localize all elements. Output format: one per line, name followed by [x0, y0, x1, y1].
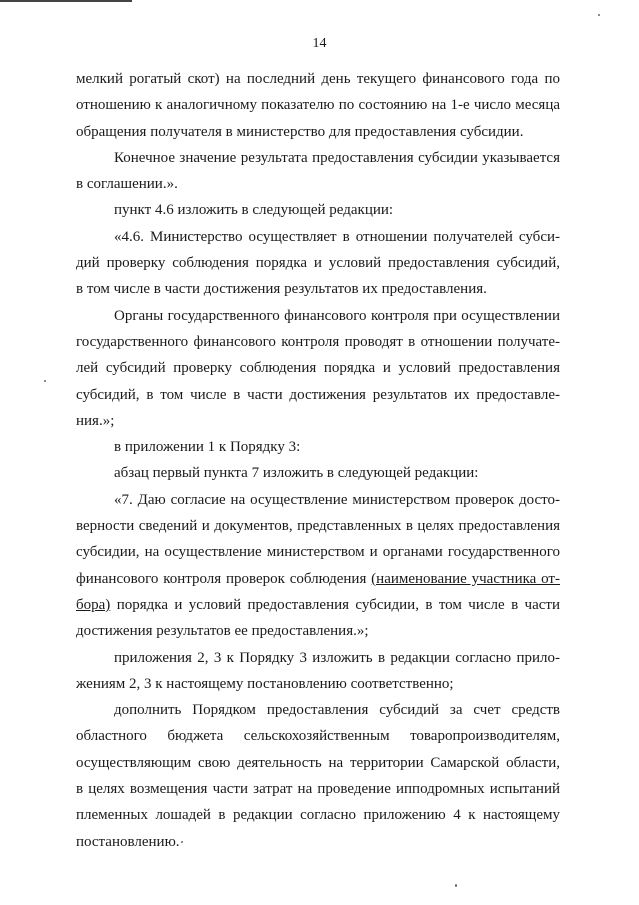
- text-line: постановлению.: [76, 833, 180, 850]
- text-line: в целях возмещения части затрат на проведение ипподромных испытаний: [76, 781, 560, 798]
- text-line: [76, 566, 560, 592]
- scan-speck: [455, 884, 457, 887]
- text-line: дий проверку соблюдения порядка и условий предоставления субсидий,: [76, 255, 560, 272]
- text-line: приложения 2, 3 к Порядку 3 изложить в редакции согласно прило-: [114, 649, 560, 666]
- text-line: осуществляющим свою деятельность на территории Самарской области,: [76, 754, 560, 771]
- text-line: дополнить Порядком предоставления субсидий за счет средств: [114, 702, 560, 719]
- text-line: субсидий, в том числе в части достижения результатов их предоставле-: [76, 386, 560, 403]
- text-line: Органы государственного финансового контроля при осуществлении: [114, 307, 560, 324]
- text-line: абзац первый пункта 7 изложить в следующей редакции:: [114, 465, 479, 482]
- text-line: лей субсидий проверку соблюдения порядка и условий предоставления: [76, 360, 560, 377]
- text-line: пункт 4.6 изложить в следующей редакции:: [114, 202, 394, 219]
- text-line: в соглашении.».: [76, 176, 178, 193]
- text-line: «7. Даю согласие на осуществление министерством проверок досто-: [114, 491, 560, 508]
- text-segment: порядка и условий предоставления субсидии, в том числе в части: [110, 596, 560, 613]
- text-line: в том числе в части достижения результатов их предоставления.: [76, 281, 487, 298]
- scan-edge-line: [0, 0, 132, 2]
- scan-speck: [181, 841, 183, 843]
- underlined-placeholder: бора): [76, 596, 111, 613]
- text-line: верности сведений и документов, представленных в целях предоставления: [76, 518, 560, 535]
- text-line: Конечное значение результата предоставления субсидии указывается: [114, 149, 560, 166]
- text-line: достижения результатов ее предоставления.»;: [76, 623, 369, 640]
- text-line: отношению к аналогичному показателю по состоянию на 1-е число месяца: [76, 97, 560, 114]
- text-line: племенных лошадей в редакции согласно приложению 4 к настоящему: [76, 807, 560, 824]
- text-line: в приложении 1 к Порядку 3:: [114, 439, 301, 456]
- underlined-placeholder: (наименование участника от-: [371, 570, 560, 587]
- text-line: субсидии, на осуществление министерством и органами государственного: [76, 544, 560, 561]
- text-line: жениям 2, 3 к настоящему постановлению соответственно;: [76, 675, 454, 692]
- scan-speck: [598, 14, 600, 16]
- text-line: «4.6. Министерство осуществляет в отношении получателей субси-: [114, 228, 560, 245]
- text-line: обращения получателя в министерство для предоставления субсидии.: [76, 123, 524, 140]
- text-line: [76, 592, 560, 618]
- text-line: мелкий рогатый скот) на последний день текущего финансового года по: [76, 71, 560, 87]
- text-line: областного бюджета сельскохозяйственным товаропроизводителям,: [76, 728, 560, 745]
- text-line: государственного финансового контроля проводят в отношении получате-: [76, 333, 560, 350]
- text-line: ния.»;: [76, 412, 115, 429]
- scan-speck: [44, 380, 46, 382]
- document-body: [76, 66, 560, 855]
- text-segment: финансового контроля проверок соблюдения: [76, 570, 372, 587]
- page-number: 14: [312, 36, 327, 51]
